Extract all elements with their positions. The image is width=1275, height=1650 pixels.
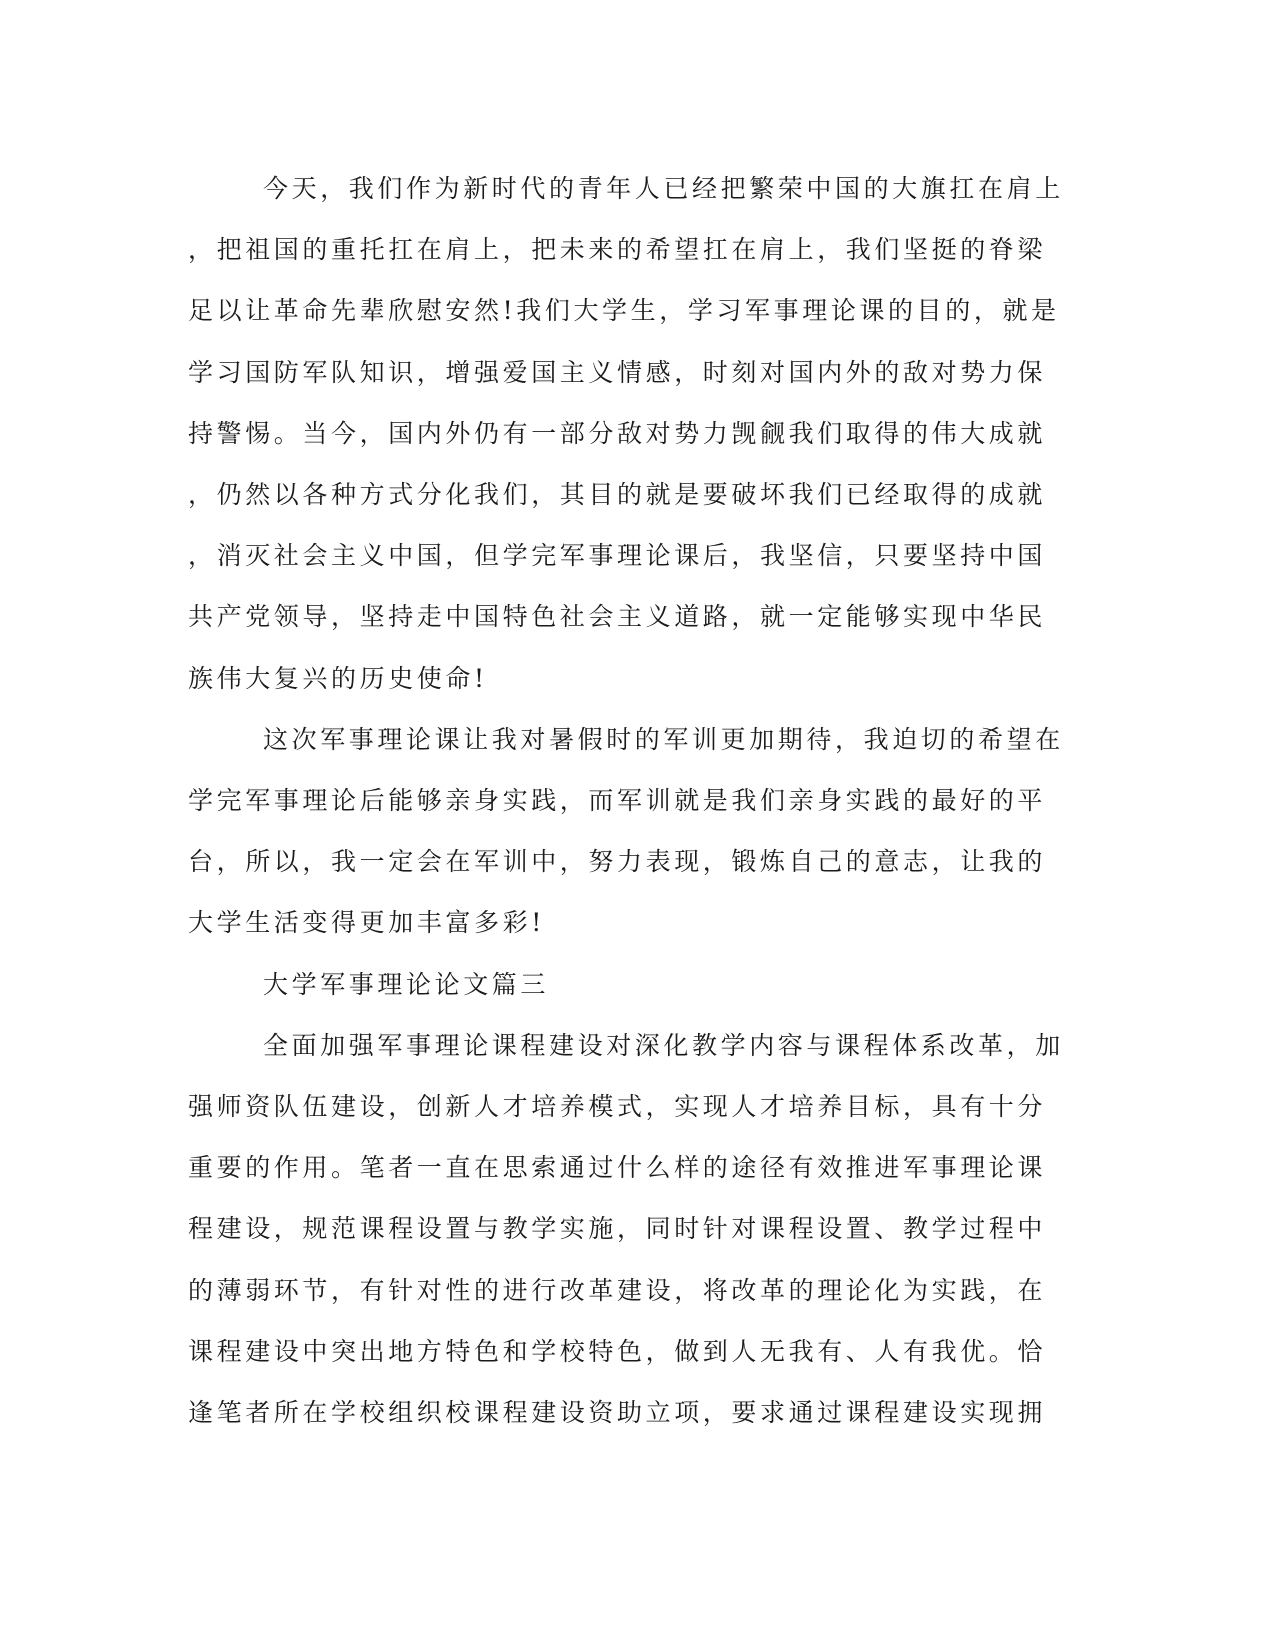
text-line: 程建设，规范课程设置与教学实施，同时针对课程设置、教学过程中 <box>188 1214 1047 1244</box>
text-line: 持警惕。当今，国内外仍有一部分敌对势力觊觎我们取得的伟大成就 <box>188 418 1047 448</box>
text-line: 今天，我们作为新时代的青年人已经把繁荣中国的大旗扛在肩上 <box>263 174 1064 203</box>
text-line: 重要的作用。笔者一直在思索通过什么样的途径有效推进军事理论课 <box>188 1153 1047 1183</box>
text-line: 学习国防军队知识，增强爱国主义情感，时刻对国内外的敌对势力保 <box>188 357 1047 387</box>
document-body <box>188 158 1068 1443</box>
text-line: 族伟大复兴的历史使命! <box>188 663 488 693</box>
text-line: 这次军事理论课让我对暑假时的军训更加期待，我迫切的希望在 <box>263 724 1064 754</box>
text-line: 足以让革命先辈欣慰安然!我们大学生，学习军事理论课的目的，就是 <box>188 296 1060 326</box>
paragraph-2 <box>188 709 1068 954</box>
text-line: ，把祖国的重托扛在肩上，把未来的希望扛在肩上，我们坚挺的脊梁 <box>188 235 1047 265</box>
text-line: 学完军事理论后能够亲身实践，而军训就是我们亲身实践的最好的平 <box>188 786 1047 816</box>
section-heading-text: 大学军事理论论文篇三 <box>263 969 550 999</box>
text-line: 的薄弱环节，有针对性的进行改革建设，将改革的理论化为实践，在 <box>188 1275 1047 1305</box>
text-line: ，消灭社会主义中国，但学完军事理论课后，我坚信，只要坚持中国 <box>188 541 1047 571</box>
text-line: 台，所以，我一定会在军训中，努力表现，锻炼自己的意志，让我的 <box>188 847 1047 877</box>
text-line: ，仍然以各种方式分化我们，其目的就是要破坏我们已经取得的成就 <box>188 480 1047 510</box>
paragraph-1 <box>188 158 1068 709</box>
paragraph-3 <box>188 1015 1068 1443</box>
text-line: 强师资队伍建设，创新人才培养模式，实现人才培养目标，具有十分 <box>188 1092 1047 1122</box>
text-line: 课程建设中突出地方特色和学校特色，做到人无我有、人有我优。恰 <box>188 1336 1047 1366</box>
text-line: 共产党领导，坚持走中国特色社会主义道路，就一定能够实现中华民 <box>188 602 1047 632</box>
text-line: 逢笔者所在学校组织校课程建设资助立项，要求通过课程建设实现拥 <box>188 1398 1047 1428</box>
section-heading <box>188 954 1068 1015</box>
text-line: 大学生活变得更加丰富多彩! <box>188 908 545 938</box>
text-line: 全面加强军事理论课程建设对深化教学内容与课程体系改革，加 <box>263 1030 1064 1060</box>
